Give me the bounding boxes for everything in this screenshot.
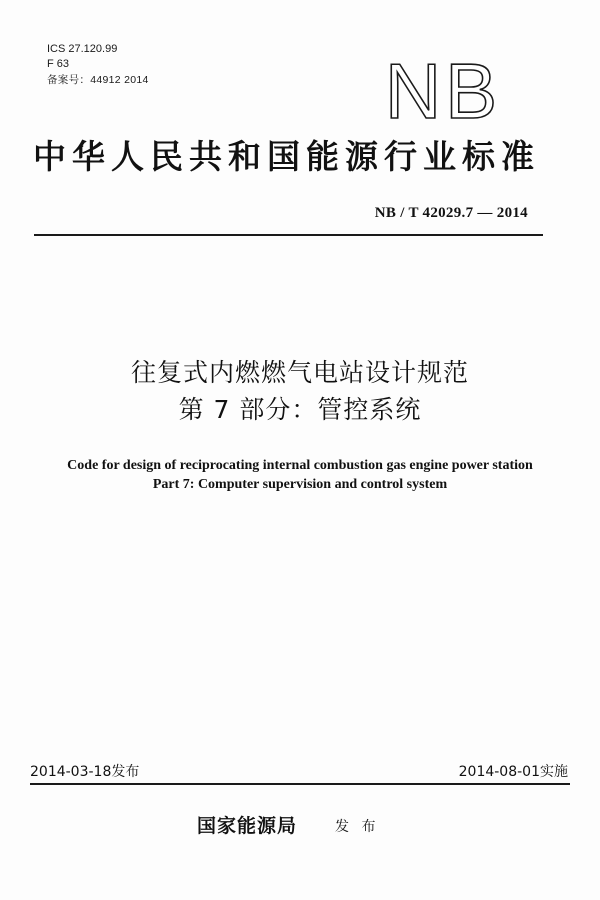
record-number: 备案号：44912 2014 bbox=[47, 74, 149, 86]
header-divider bbox=[34, 234, 543, 236]
chinese-title-line-1: 往复式内燃燃气电站设计规范 bbox=[130, 358, 469, 387]
english-title-line-2: Part 7: Computer supervision and control system bbox=[152, 477, 448, 492]
publisher-action: 发 布 bbox=[335, 819, 380, 835]
issuing-authority-title: 中华人民共和国能源行业标准 bbox=[33, 137, 540, 176]
standard-number: NB / T 42029.7 — 2014 bbox=[374, 205, 528, 221]
chinese-title-line-2: 第 7 部分：管控系统 bbox=[178, 395, 422, 424]
publisher-name: 国家能源局 bbox=[197, 815, 298, 837]
implementation-date: 2014-08-01实施 bbox=[458, 764, 568, 780]
nb-logo bbox=[378, 52, 508, 124]
english-title-line-1: Code for design of reciprocating internal combustion gas engine power station bbox=[67, 458, 533, 473]
issue-date: 2014-03-18发布 bbox=[30, 764, 140, 780]
classification-code: F 63 bbox=[47, 58, 70, 70]
ics-code: ICS 27.120.99 bbox=[47, 43, 118, 55]
footer-divider bbox=[30, 783, 570, 785]
nb-logo-text: NB bbox=[384, 52, 502, 124]
